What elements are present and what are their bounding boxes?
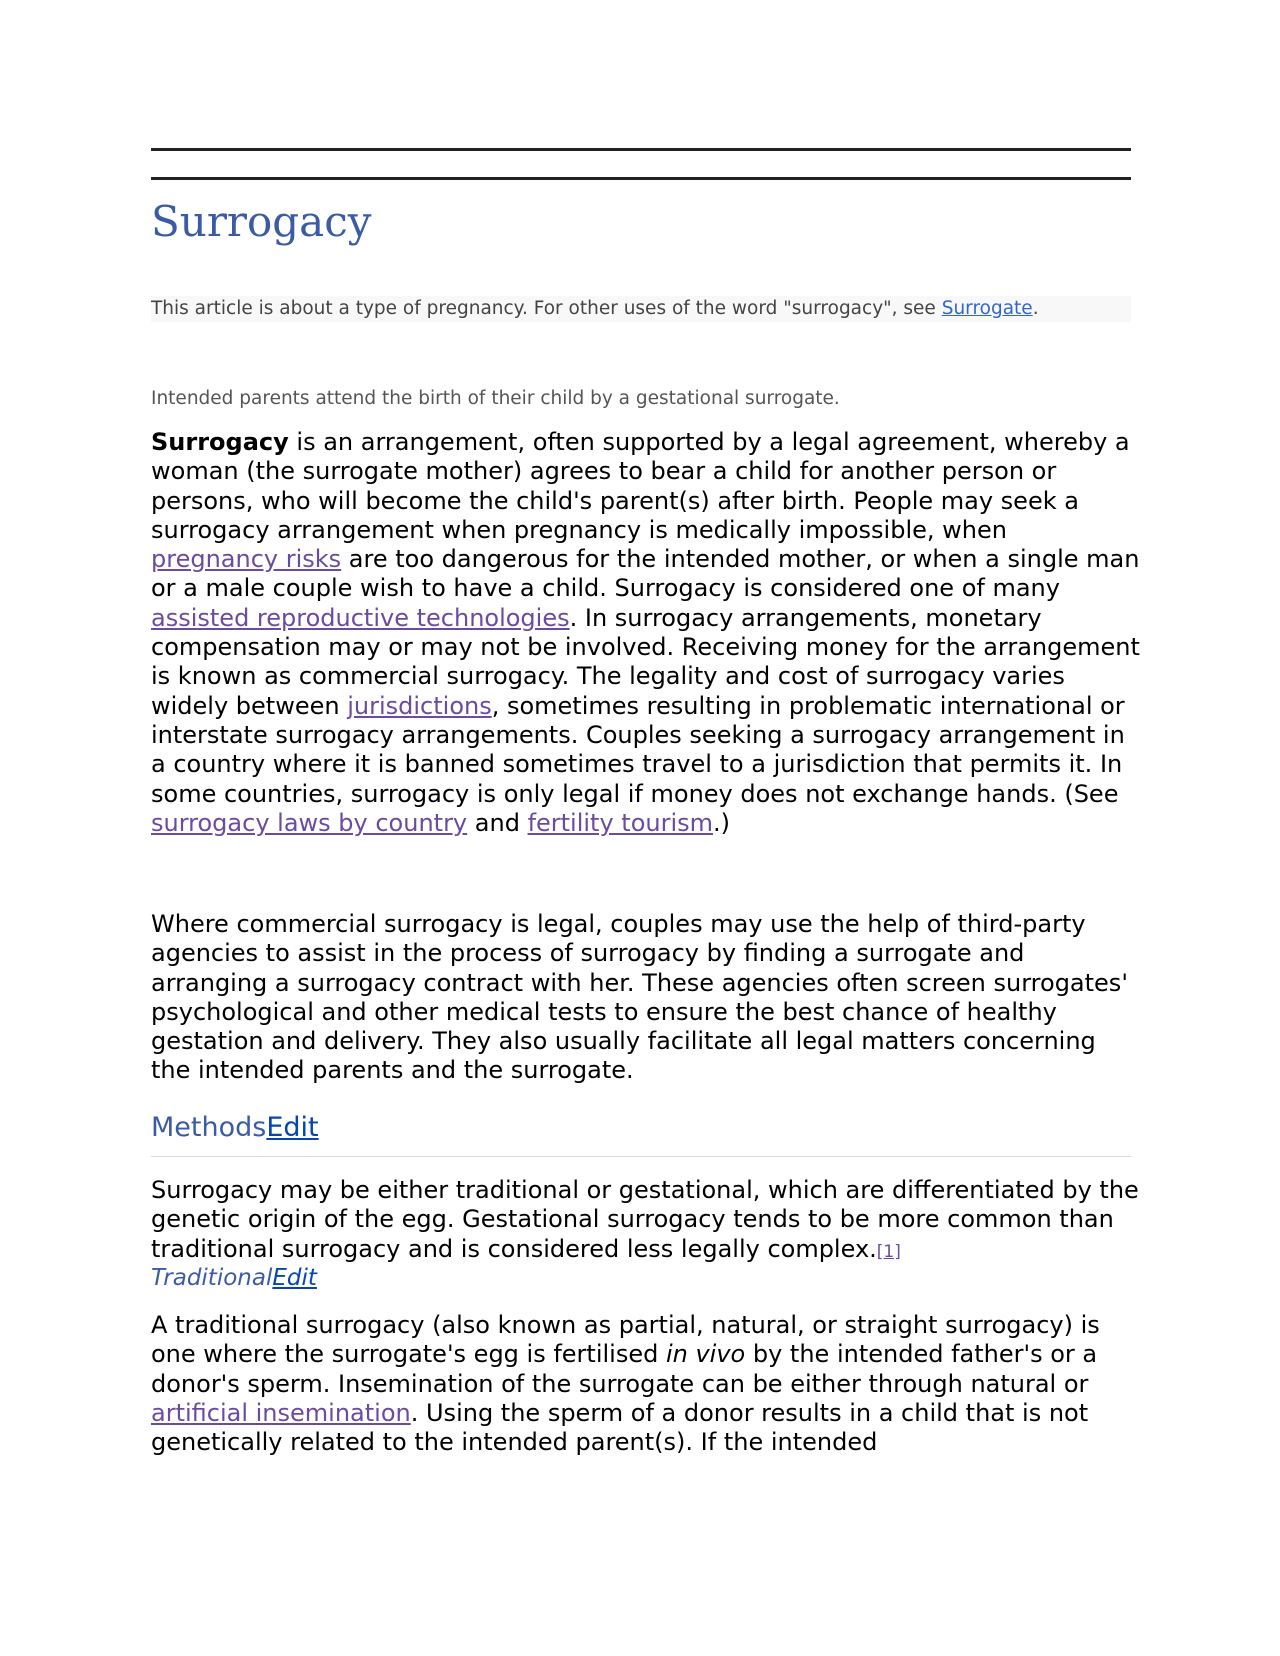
lead-text-6: .) (713, 808, 731, 837)
paragraph-traditional (151, 1311, 1141, 1457)
citation-1[interactable]: [1] (876, 1241, 901, 1262)
paragraph-agencies: Where commercial surrogacy is legal, couples may use the help of third-party agencies to assist in the process of surrogacy by finding a surrogate and arranging a surrogacy contract with her. These agencies often screen surrogates' psychological and other medical tests to ensure the best chance of healthy gestation and delivery. They also usually facilitate all legal matters concerning the intended parents and the surrogate. (151, 910, 1128, 1085)
hatnote-link-surrogate[interactable]: Surrogate (941, 298, 1033, 319)
hatnote (151, 296, 1131, 322)
lead-text-2: are too dangerous for the intended mother, or when a single man or a male couple wish to have a child. Surrogacy is considered one of many (151, 545, 1140, 603)
link-fertility-tourism[interactable]: fertility tourism (527, 808, 714, 837)
header-divider-bottom (151, 177, 1131, 180)
hatnote-text: This article is about a type of pregnancy. For other uses of the word "surrogacy", see (151, 298, 942, 319)
link-jurisdictions[interactable]: jurisdictions (347, 691, 492, 720)
methods-heading-text: Methods (151, 1112, 267, 1143)
lead-bold-term: Surrogacy (151, 428, 289, 456)
traditional-italic-in-vivo: in vivo (665, 1340, 746, 1369)
lead-text-5: and (467, 808, 528, 837)
link-surrogacy-laws-by-country[interactable]: surrogacy laws by country (151, 808, 468, 837)
page-title: Surrogacy (151, 197, 372, 246)
lead-text-4: , sometimes resulting in problematic international or interstate surrogacy arrangements. Couples seeking a surrogacy arrangement in a country where it is banned sometimes travel to a jurisdiction that permits it. In some countries, surrogacy is only legal if money does not exchange hands. (See (151, 691, 1125, 808)
traditional-edit-link[interactable]: Edit (272, 1265, 317, 1291)
lead-text-3: . In surrogacy arrangements, monetary compensation may or may not be involved. Receiving money for the arrangement is known as commercial surrogacy. The legality and cost of surrogacy varies widely between (151, 603, 1140, 720)
lead-paragraph (151, 428, 1141, 838)
link-assisted-reproductive-technologies[interactable]: assisted reproductive technologies (151, 603, 570, 632)
lead-text-1: is an arrangement, often supported by a legal agreement, whereby a woman (the surrogate mother) agrees to bear a child for another person or persons, who will become the child's parent(s) after birth. People may seek a surrogacy arrangement when pregnancy is medically impossible, when (151, 428, 1130, 544)
link-artificial-insemination[interactable]: artificial insemination (151, 1398, 411, 1427)
methods-edit-link[interactable]: Edit (266, 1112, 319, 1143)
traditional-text-2: by the intended father's or a donor's sperm. Insemination of the surrogate can be either through natural or (151, 1340, 1098, 1398)
traditional-text-3: . Using the sperm of a donor results in a child that is not genetically related to the intended parent(s). If the intended (151, 1398, 1089, 1457)
section-heading-traditional (151, 1263, 317, 1293)
image-caption: Intended parents attend the birth of their child by a gestational surrogate. (151, 388, 840, 409)
methods-text: Surrogacy may be either traditional or gestational, which are differentiated by the genetic origin of the egg. Gestational surrogacy tends to be more common than traditional surrogacy and is considered less legally complex. (151, 1176, 1139, 1263)
paragraph-methods (151, 1176, 1141, 1267)
traditional-heading-text: Traditional (151, 1265, 273, 1291)
link-pregnancy-risks[interactable]: pregnancy risks (151, 545, 342, 574)
traditional-text-1: A traditional surrogacy (also known as partial, natural, or straight surrogacy) is one where the surrogate's egg is fertilised (151, 1311, 1100, 1369)
hatnote-end: . (1032, 298, 1039, 319)
header-divider-top (151, 148, 1131, 151)
section-heading-methods (151, 1111, 1131, 1157)
